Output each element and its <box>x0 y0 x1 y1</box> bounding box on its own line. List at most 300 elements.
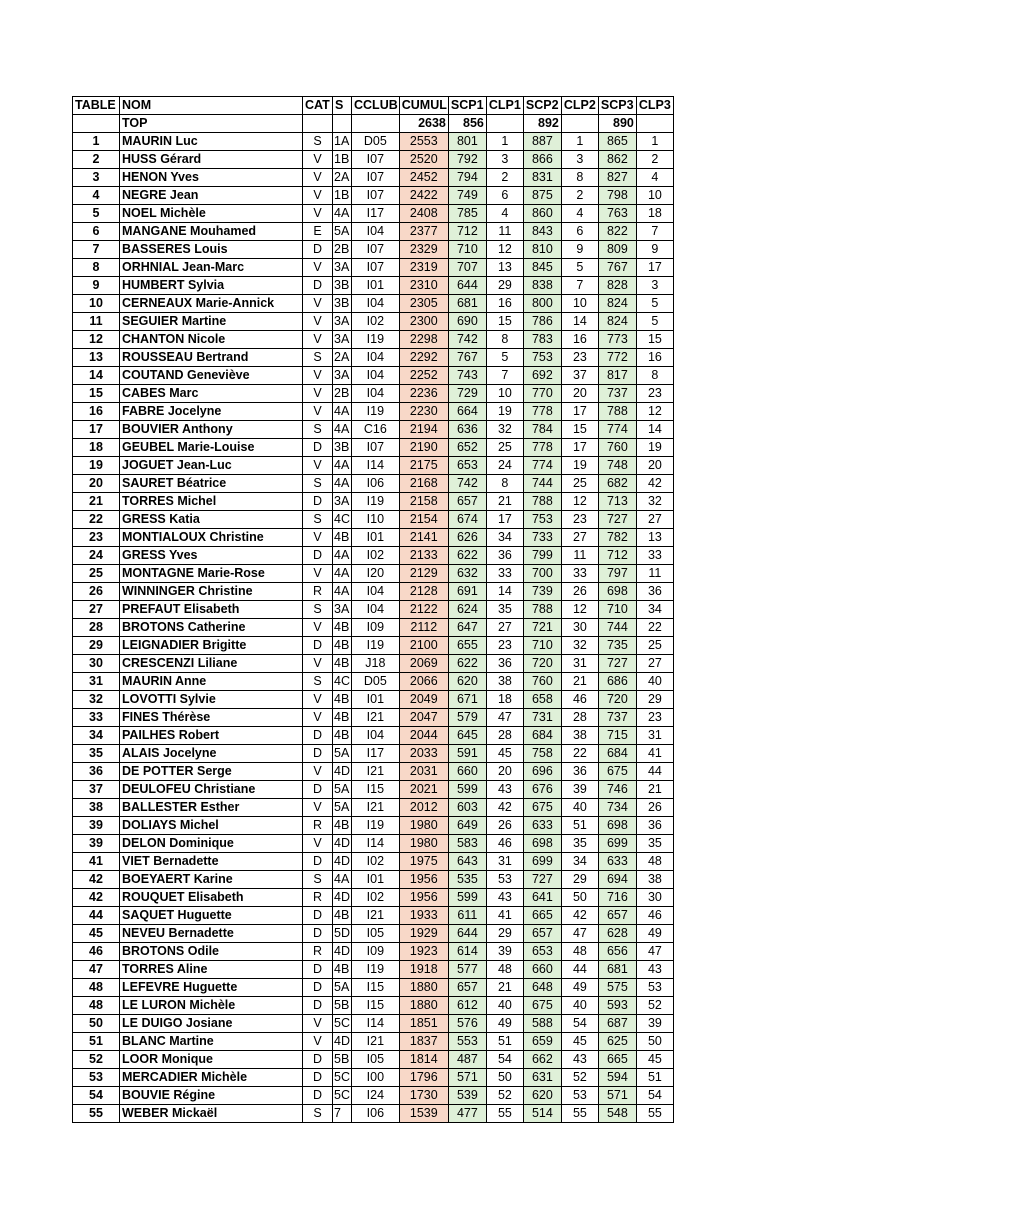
scp2-cell: 698 <box>523 835 561 853</box>
scp3-cell: 727 <box>598 511 636 529</box>
clp3-cell: 2 <box>636 151 673 169</box>
scp1-cell: 742 <box>448 475 486 493</box>
scp3-cell: 809 <box>598 241 636 259</box>
scp1-cell: 553 <box>448 1033 486 1051</box>
clp2-cell: 23 <box>561 511 598 529</box>
nom-cell: ORHNIAL Jean-Marc <box>120 259 303 277</box>
nom-cell: ROUQUET Elisabeth <box>120 889 303 907</box>
table-cell: 13 <box>73 349 120 367</box>
clp3-cell: 18 <box>636 205 673 223</box>
scp2-cell: 631 <box>523 1069 561 1087</box>
table-row <box>73 727 674 745</box>
clp2-cell: 35 <box>561 835 598 853</box>
clp1-cell: 1 <box>486 133 523 151</box>
cat-cell: V <box>303 799 333 817</box>
scp3-cell: 656 <box>598 943 636 961</box>
table-row <box>73 943 674 961</box>
cumul-cell: 2044 <box>399 727 448 745</box>
table-cell: 47 <box>73 961 120 979</box>
scp1-cell: 649 <box>448 817 486 835</box>
clp2-cell: 45 <box>561 1033 598 1051</box>
scp3-cell: 824 <box>598 313 636 331</box>
s-cell: 4A <box>333 547 352 565</box>
scp1-cell: 792 <box>448 151 486 169</box>
cclub-cell: I01 <box>352 277 400 295</box>
cumul-cell: 1796 <box>399 1069 448 1087</box>
scp2-cell: 843 <box>523 223 561 241</box>
scp1-cell: 653 <box>448 457 486 475</box>
table-cell: 6 <box>73 223 120 241</box>
scp3-cell: 798 <box>598 187 636 205</box>
scp2-cell: 838 <box>523 277 561 295</box>
table-row <box>73 961 674 979</box>
scp3-cell: 735 <box>598 637 636 655</box>
top-cumul: 2638 <box>399 115 448 133</box>
clp2-cell: 9 <box>561 241 598 259</box>
scp2-cell: 700 <box>523 565 561 583</box>
scp2-cell: 710 <box>523 637 561 655</box>
nom-cell: PAILHES Robert <box>120 727 303 745</box>
clp1-cell: 29 <box>486 925 523 943</box>
scp3-cell: 681 <box>598 961 636 979</box>
cumul-cell: 2112 <box>399 619 448 637</box>
clp2-cell: 47 <box>561 925 598 943</box>
scp3-cell: 625 <box>598 1033 636 1051</box>
table-cell: 25 <box>73 565 120 583</box>
cumul-cell: 2069 <box>399 655 448 673</box>
s-cell: 4C <box>333 511 352 529</box>
table-cell: 39 <box>73 835 120 853</box>
scp1-cell: 487 <box>448 1051 486 1069</box>
header-cumul: CUMUL <box>399 97 448 115</box>
scp3-cell: 575 <box>598 979 636 997</box>
header-row <box>73 97 674 115</box>
cclub-cell: I02 <box>352 547 400 565</box>
cumul-cell: 2452 <box>399 169 448 187</box>
scp3-cell: 744 <box>598 619 636 637</box>
scp3-cell: 774 <box>598 421 636 439</box>
cumul-cell: 2252 <box>399 367 448 385</box>
cclub-cell: I15 <box>352 979 400 997</box>
cumul-cell: 2021 <box>399 781 448 799</box>
scp1-cell: 729 <box>448 385 486 403</box>
clp3-cell: 11 <box>636 565 673 583</box>
cat-cell: S <box>303 475 333 493</box>
nom-cell: MAURIN Anne <box>120 673 303 691</box>
nom-cell: BOUVIE Régine <box>120 1087 303 1105</box>
cclub-cell: I20 <box>352 565 400 583</box>
s-cell: 4B <box>333 655 352 673</box>
clp3-cell: 4 <box>636 169 673 187</box>
scp3-cell: 698 <box>598 583 636 601</box>
scp3-cell: 763 <box>598 205 636 223</box>
clp2-cell: 52 <box>561 1069 598 1087</box>
scp2-cell: 699 <box>523 853 561 871</box>
header-clp3: CLP3 <box>636 97 673 115</box>
scp2-cell: 658 <box>523 691 561 709</box>
cumul-cell: 2154 <box>399 511 448 529</box>
scp2-cell: 657 <box>523 925 561 943</box>
clp2-cell: 40 <box>561 997 598 1015</box>
table-row <box>73 691 674 709</box>
scp3-cell: 715 <box>598 727 636 745</box>
cat-cell: V <box>303 691 333 709</box>
scp3-cell: 628 <box>598 925 636 943</box>
nom-cell: JOGUET Jean-Luc <box>120 457 303 475</box>
table-cell: 42 <box>73 871 120 889</box>
scp1-cell: 645 <box>448 727 486 745</box>
clp3-cell: 31 <box>636 727 673 745</box>
scp1-cell: 577 <box>448 961 486 979</box>
scp2-cell: 620 <box>523 1087 561 1105</box>
table-row <box>73 313 674 331</box>
s-cell: 4B <box>333 709 352 727</box>
scp3-cell: 657 <box>598 907 636 925</box>
results-table <box>72 96 674 1123</box>
nom-cell: GRESS Yves <box>120 547 303 565</box>
scp1-cell: 785 <box>448 205 486 223</box>
top-label: TOP <box>120 115 303 133</box>
clp2-cell: 19 <box>561 457 598 475</box>
top-clp2-cell <box>561 115 598 133</box>
nom-cell: MANGANE Mouhamed <box>120 223 303 241</box>
s-cell: 4B <box>333 619 352 637</box>
clp1-cell: 41 <box>486 907 523 925</box>
table-row <box>73 781 674 799</box>
scp1-cell: 599 <box>448 781 486 799</box>
table-cell: 12 <box>73 331 120 349</box>
clp2-cell: 25 <box>561 475 598 493</box>
cclub-cell: I02 <box>352 889 400 907</box>
cat-cell: S <box>303 871 333 889</box>
top-clp1-cell <box>486 115 523 133</box>
scp1-cell: 611 <box>448 907 486 925</box>
table-row <box>73 655 674 673</box>
scp2-cell: 799 <box>523 547 561 565</box>
cumul-cell: 2408 <box>399 205 448 223</box>
table-cell: 1 <box>73 133 120 151</box>
scp3-cell: 684 <box>598 745 636 763</box>
scp1-cell: 477 <box>448 1105 486 1123</box>
scp2-cell: 641 <box>523 889 561 907</box>
cat-cell: V <box>303 403 333 421</box>
table-cell: 15 <box>73 385 120 403</box>
table-row <box>73 457 674 475</box>
clp3-cell: 26 <box>636 799 673 817</box>
s-cell: 3A <box>333 331 352 349</box>
scp3-cell: 746 <box>598 781 636 799</box>
s-cell: 2A <box>333 169 352 187</box>
cat-cell: V <box>303 169 333 187</box>
scp1-cell: 647 <box>448 619 486 637</box>
s-cell: 3A <box>333 493 352 511</box>
cumul-cell: 2047 <box>399 709 448 727</box>
clp3-cell: 23 <box>636 709 673 727</box>
table-row <box>73 1015 674 1033</box>
scp2-cell: 675 <box>523 997 561 1015</box>
scp1-cell: 644 <box>448 277 486 295</box>
clp1-cell: 48 <box>486 961 523 979</box>
clp2-cell: 26 <box>561 583 598 601</box>
cat-cell: V <box>303 151 333 169</box>
clp2-cell: 22 <box>561 745 598 763</box>
s-cell: 1B <box>333 151 352 169</box>
scp3-cell: 713 <box>598 493 636 511</box>
scp1-cell: 655 <box>448 637 486 655</box>
table-cell: 24 <box>73 547 120 565</box>
nom-cell: MONTAGNE Marie-Rose <box>120 565 303 583</box>
cclub-cell: I21 <box>352 763 400 781</box>
scp1-cell: 742 <box>448 331 486 349</box>
clp2-cell: 15 <box>561 421 598 439</box>
scp2-cell: 786 <box>523 313 561 331</box>
clp1-cell: 36 <box>486 655 523 673</box>
clp3-cell: 5 <box>636 295 673 313</box>
cumul-cell: 1539 <box>399 1105 448 1123</box>
nom-cell: NEGRE Jean <box>120 187 303 205</box>
clp3-cell: 19 <box>636 439 673 457</box>
s-cell: 4D <box>333 763 352 781</box>
clp1-cell: 17 <box>486 511 523 529</box>
scp2-cell: 753 <box>523 511 561 529</box>
clp3-cell: 38 <box>636 871 673 889</box>
clp1-cell: 16 <box>486 295 523 313</box>
cumul-cell: 1918 <box>399 961 448 979</box>
scp3-cell: 760 <box>598 439 636 457</box>
clp3-cell: 33 <box>636 547 673 565</box>
scp2-cell: 887 <box>523 133 561 151</box>
cumul-cell: 2310 <box>399 277 448 295</box>
table-row <box>73 1105 674 1123</box>
cclub-cell: I09 <box>352 943 400 961</box>
scp2-cell: 845 <box>523 259 561 277</box>
cumul-cell: 2141 <box>399 529 448 547</box>
nom-cell: BLANC Martine <box>120 1033 303 1051</box>
clp1-cell: 39 <box>486 943 523 961</box>
scp2-cell: 727 <box>523 871 561 889</box>
scp2-cell: 866 <box>523 151 561 169</box>
table-row <box>73 979 674 997</box>
cclub-cell: I19 <box>352 961 400 979</box>
clp1-cell: 13 <box>486 259 523 277</box>
cclub-cell: I14 <box>352 835 400 853</box>
scp1-cell: 643 <box>448 853 486 871</box>
clp1-cell: 51 <box>486 1033 523 1051</box>
cat-cell: V <box>303 205 333 223</box>
nom-cell: DEULOFEU Christiane <box>120 781 303 799</box>
clp3-cell: 7 <box>636 223 673 241</box>
nom-cell: BROTONS Catherine <box>120 619 303 637</box>
scp2-cell: 778 <box>523 403 561 421</box>
scp2-cell: 758 <box>523 745 561 763</box>
cclub-cell: I04 <box>352 223 400 241</box>
header-cat: CAT <box>303 97 333 115</box>
top-scp2: 892 <box>523 115 561 133</box>
scp2-cell: 731 <box>523 709 561 727</box>
clp2-cell: 11 <box>561 547 598 565</box>
table-row <box>73 889 674 907</box>
clp3-cell: 42 <box>636 475 673 493</box>
cclub-cell: I02 <box>352 853 400 871</box>
s-cell: 3B <box>333 439 352 457</box>
cclub-cell: I19 <box>352 817 400 835</box>
cclub-cell: I05 <box>352 1051 400 1069</box>
clp2-cell: 28 <box>561 709 598 727</box>
table-row <box>73 403 674 421</box>
nom-cell: BOUVIER Anthony <box>120 421 303 439</box>
s-cell: 4A <box>333 871 352 889</box>
clp1-cell: 26 <box>486 817 523 835</box>
cat-cell: S <box>303 601 333 619</box>
s-cell: 4A <box>333 565 352 583</box>
nom-cell: WEBER Mickaël <box>120 1105 303 1123</box>
scp2-cell: 810 <box>523 241 561 259</box>
table-row <box>73 709 674 727</box>
scp3-cell: 772 <box>598 349 636 367</box>
clp1-cell: 10 <box>486 385 523 403</box>
cclub-cell: I07 <box>352 169 400 187</box>
scp1-cell: 794 <box>448 169 486 187</box>
cclub-cell: I21 <box>352 1033 400 1051</box>
cat-cell: R <box>303 889 333 907</box>
table-cell: 11 <box>73 313 120 331</box>
clp3-cell: 22 <box>636 619 673 637</box>
cumul-cell: 2520 <box>399 151 448 169</box>
scp3-cell: 865 <box>598 133 636 151</box>
scp2-cell: 760 <box>523 673 561 691</box>
cat-cell: V <box>303 709 333 727</box>
clp3-cell: 40 <box>636 673 673 691</box>
clp3-cell: 50 <box>636 1033 673 1051</box>
cat-cell: D <box>303 1087 333 1105</box>
cat-cell: V <box>303 529 333 547</box>
cumul-cell: 1956 <box>399 871 448 889</box>
nom-cell: CABES Marc <box>120 385 303 403</box>
table-row <box>73 925 674 943</box>
cumul-cell: 1975 <box>399 853 448 871</box>
clp3-cell: 25 <box>636 637 673 655</box>
table-row <box>73 817 674 835</box>
clp1-cell: 35 <box>486 601 523 619</box>
clp3-cell: 35 <box>636 835 673 853</box>
clp3-cell: 46 <box>636 907 673 925</box>
clp1-cell: 25 <box>486 439 523 457</box>
table-cell: 44 <box>73 907 120 925</box>
scp1-cell: 624 <box>448 601 486 619</box>
scp3-cell: 782 <box>598 529 636 547</box>
s-cell: 1A <box>333 133 352 151</box>
scp1-cell: 583 <box>448 835 486 853</box>
cat-cell: S <box>303 1105 333 1123</box>
clp2-cell: 32 <box>561 637 598 655</box>
nom-cell: LEFEVRE Huguette <box>120 979 303 997</box>
clp1-cell: 4 <box>486 205 523 223</box>
cclub-cell: I19 <box>352 331 400 349</box>
nom-cell: NEVEU Bernadette <box>120 925 303 943</box>
scp1-cell: 657 <box>448 979 486 997</box>
table-cell: 39 <box>73 817 120 835</box>
cat-cell: V <box>303 1015 333 1033</box>
scp3-cell: 748 <box>598 457 636 475</box>
clp3-cell: 32 <box>636 493 673 511</box>
nom-cell: TORRES Michel <box>120 493 303 511</box>
scp3-cell: 698 <box>598 817 636 835</box>
cclub-cell: I00 <box>352 1069 400 1087</box>
cumul-cell: 2012 <box>399 799 448 817</box>
scp3-cell: 862 <box>598 151 636 169</box>
s-cell: 4A <box>333 205 352 223</box>
table-cell: 7 <box>73 241 120 259</box>
s-cell: 4B <box>333 691 352 709</box>
scp3-cell: 682 <box>598 475 636 493</box>
scp1-cell: 660 <box>448 763 486 781</box>
scp3-cell: 822 <box>598 223 636 241</box>
table-row <box>73 349 674 367</box>
cat-cell: V <box>303 259 333 277</box>
clp2-cell: 2 <box>561 187 598 205</box>
cclub-cell: I04 <box>352 367 400 385</box>
scp2-cell: 788 <box>523 493 561 511</box>
table-cell: 5 <box>73 205 120 223</box>
cclub-cell: I04 <box>352 295 400 313</box>
clp1-cell: 55 <box>486 1105 523 1123</box>
clp3-cell: 10 <box>636 187 673 205</box>
s-cell: 2B <box>333 385 352 403</box>
scp2-cell: 633 <box>523 817 561 835</box>
scp1-cell: 691 <box>448 583 486 601</box>
cclub-cell: I17 <box>352 745 400 763</box>
top-s-cell <box>333 115 352 133</box>
header-nom: NOM <box>120 97 303 115</box>
scp2-cell: 676 <box>523 781 561 799</box>
clp2-cell: 43 <box>561 1051 598 1069</box>
table-cell: 27 <box>73 601 120 619</box>
cumul-cell: 2033 <box>399 745 448 763</box>
cclub-cell: I19 <box>352 637 400 655</box>
clp2-cell: 10 <box>561 295 598 313</box>
scp3-cell: 687 <box>598 1015 636 1033</box>
cclub-cell: I05 <box>352 925 400 943</box>
scp1-cell: 632 <box>448 565 486 583</box>
clp1-cell: 47 <box>486 709 523 727</box>
table-cell: 9 <box>73 277 120 295</box>
cat-cell: S <box>303 673 333 691</box>
cat-cell: D <box>303 853 333 871</box>
nom-cell: LE DUIGO Josiane <box>120 1015 303 1033</box>
cumul-cell: 2329 <box>399 241 448 259</box>
nom-cell: FINES Thérèse <box>120 709 303 727</box>
scp1-cell: 690 <box>448 313 486 331</box>
table-row <box>73 241 674 259</box>
cat-cell: R <box>303 943 333 961</box>
scp1-cell: 612 <box>448 997 486 1015</box>
clp1-cell: 38 <box>486 673 523 691</box>
cumul-cell: 1933 <box>399 907 448 925</box>
table-cell: 46 <box>73 943 120 961</box>
s-cell: 4D <box>333 889 352 907</box>
table-cell: 19 <box>73 457 120 475</box>
cat-cell: V <box>303 295 333 313</box>
cumul-cell: 2049 <box>399 691 448 709</box>
table-row <box>73 835 674 853</box>
cumul-cell: 2230 <box>399 403 448 421</box>
cumul-cell: 1880 <box>399 997 448 1015</box>
scp3-cell: 594 <box>598 1069 636 1087</box>
cat-cell: D <box>303 439 333 457</box>
cclub-cell: I06 <box>352 1105 400 1123</box>
clp1-cell: 52 <box>486 1087 523 1105</box>
nom-cell: CERNEAUX Marie-Annick <box>120 295 303 313</box>
